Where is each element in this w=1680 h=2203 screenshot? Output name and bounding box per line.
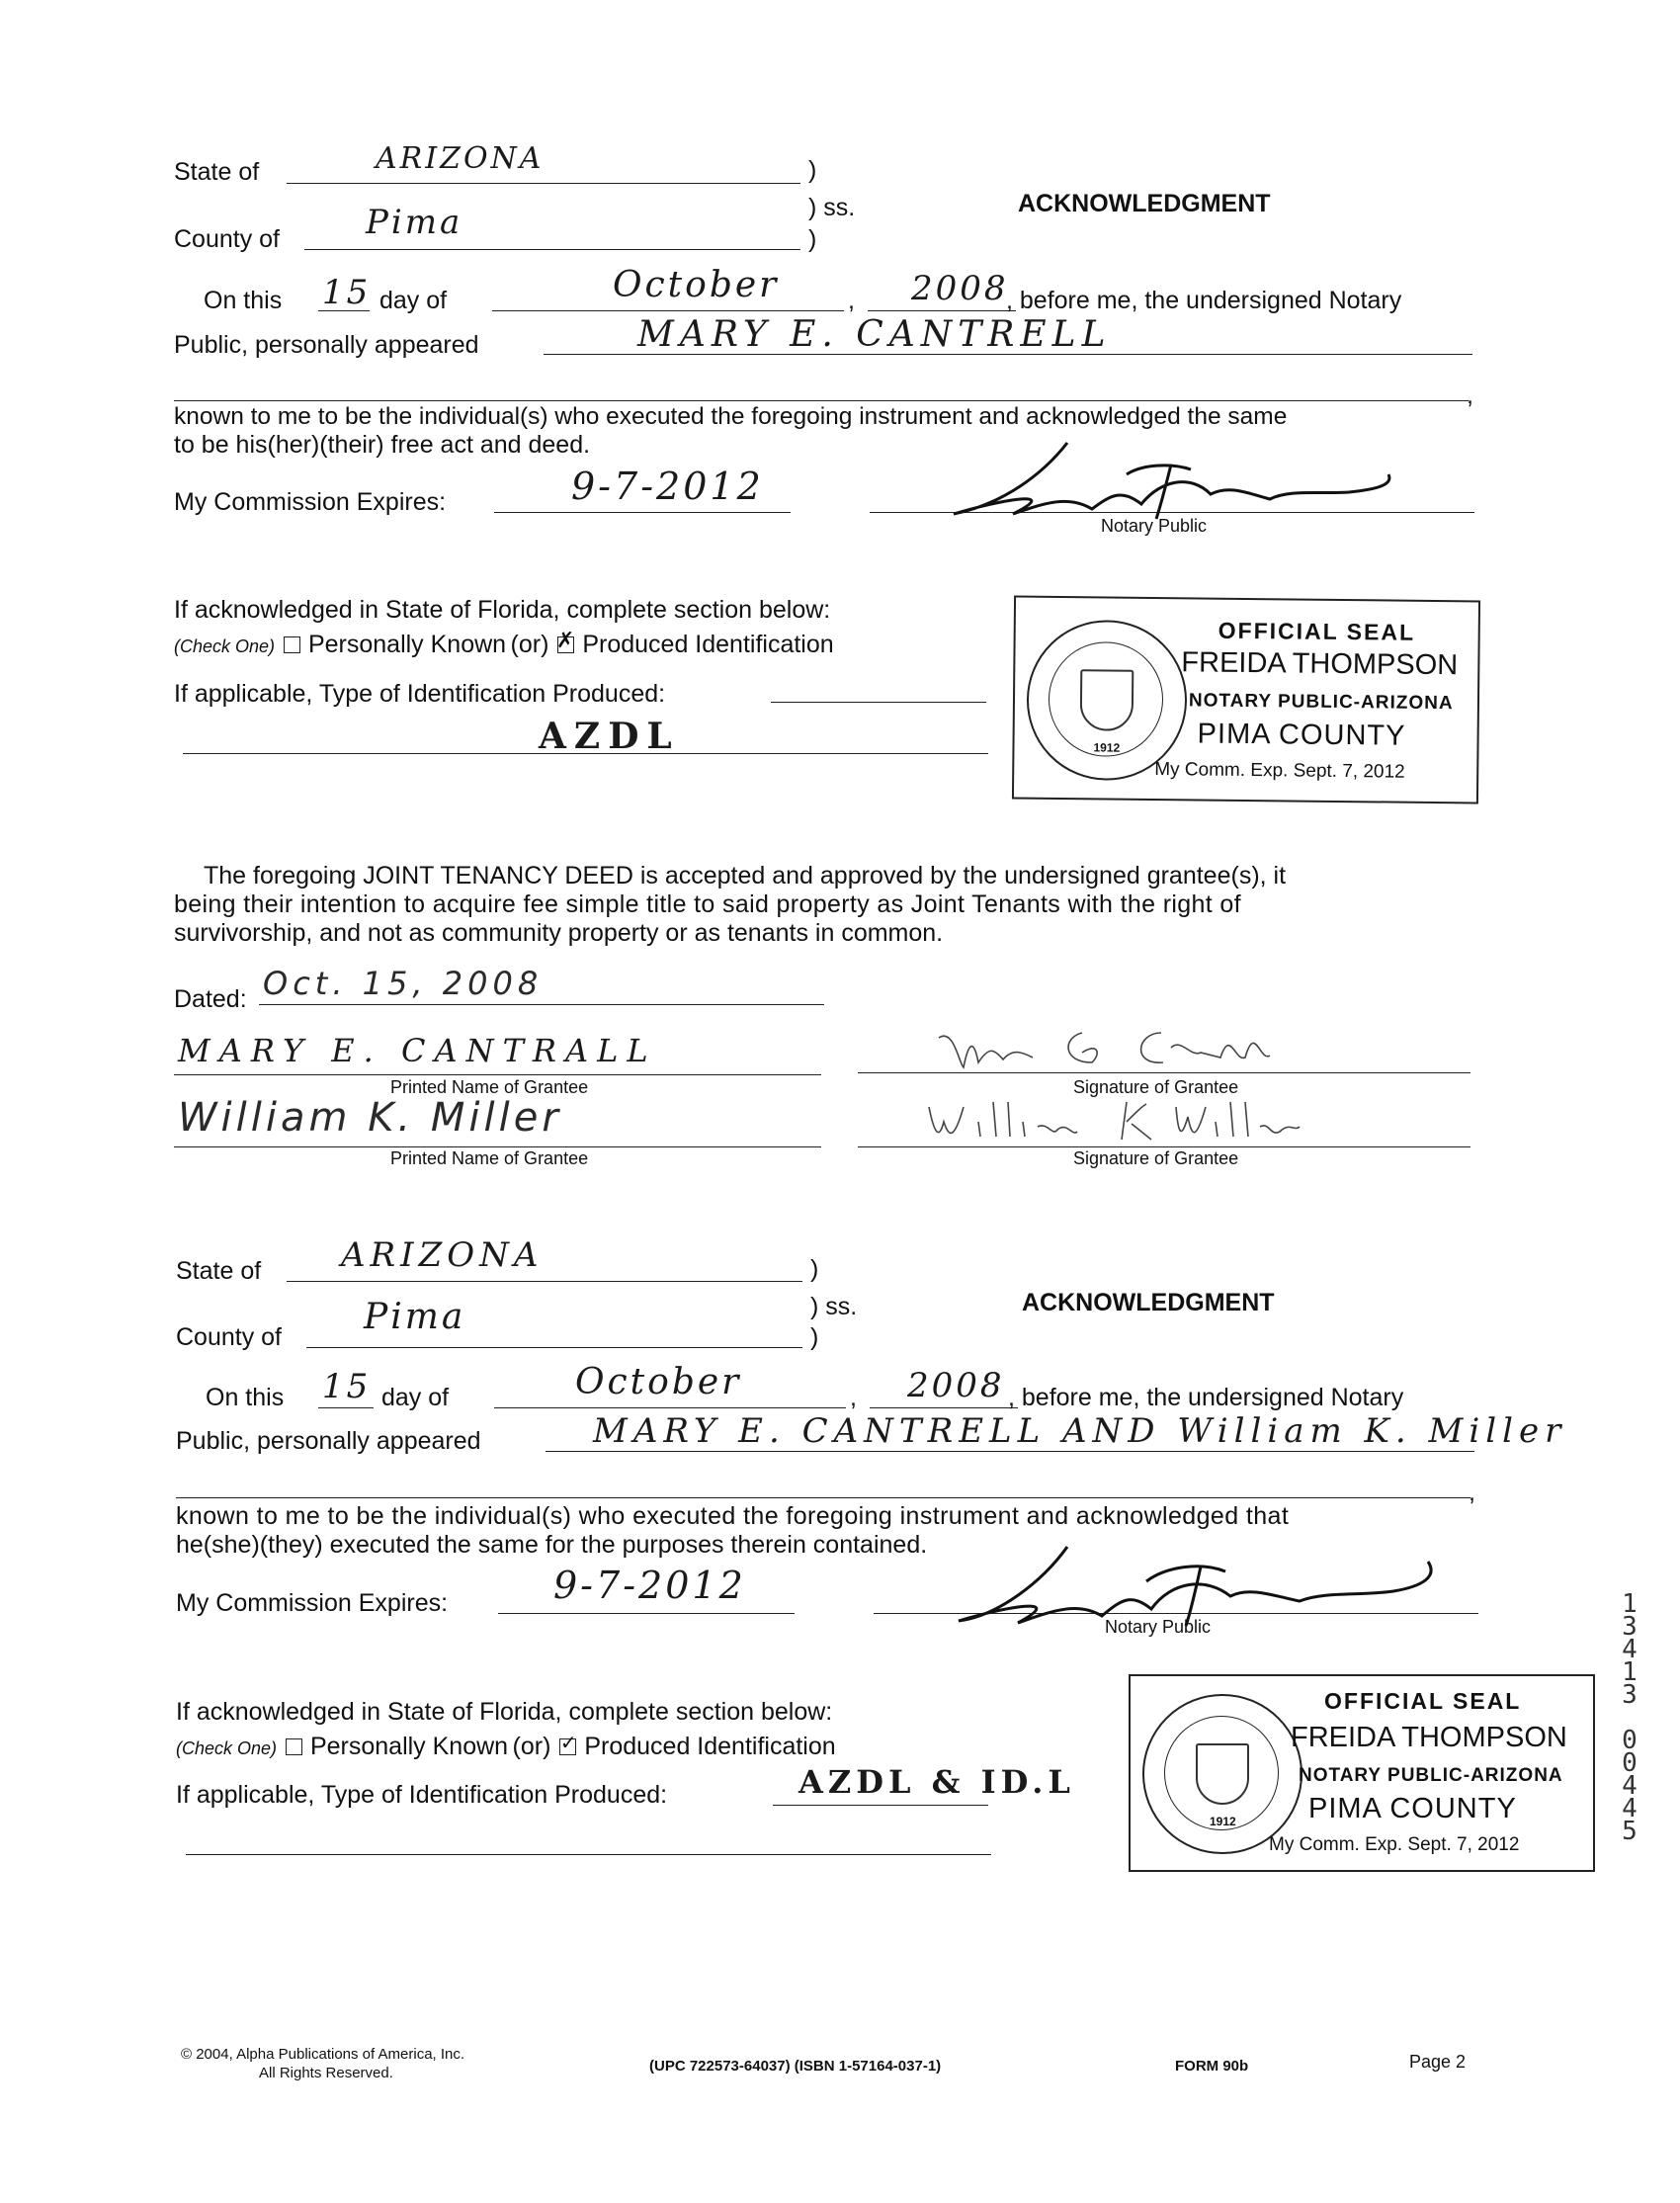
recording-number-digit: 3 (1622, 1680, 1638, 1710)
grantee-1-printed-name: MARY E. CANTRALL (178, 1032, 657, 1069)
day-value: 15 (322, 1367, 372, 1406)
ack-title: ACKNOWLEDGMENT (1018, 190, 1271, 217)
seal-county: PIMA COUNTY (1308, 1793, 1517, 1824)
id-type-value: AZDL (539, 716, 680, 757)
paren: ) (808, 156, 817, 184)
county-value: Pima (366, 203, 463, 242)
month-line (494, 1407, 846, 1408)
recording-number-digit: 5 (1622, 1817, 1638, 1846)
signature-label-1: Signature of Grantee (1073, 1077, 1239, 1097)
recording-number-digit: 4 (1622, 1794, 1638, 1823)
state-line (287, 183, 800, 184)
upc-isbn: (UPC 722573-64037) (ISBN 1-57164-037-1) (649, 2058, 942, 2075)
florida-line: If acknowledged in State of Florida, complete section below: (174, 596, 831, 624)
notary-seal-2 (1129, 1674, 1595, 1872)
appeared-name: MARY E. CANTRELL AND William K. Miller (593, 1411, 1567, 1451)
personally-known-checkbox[interactable] (286, 1738, 302, 1755)
personally-known-label: Personally Known (309, 1733, 509, 1760)
state-value: ARIZONA (376, 141, 545, 176)
seal-official: OFFICIAL SEAL (1324, 1688, 1522, 1714)
grantee-2-signature (919, 1092, 1334, 1151)
on-this-label: On this (204, 287, 283, 314)
personally-known-checkbox[interactable] (284, 636, 300, 653)
appeared-line-2 (176, 1497, 1470, 1498)
state-line (287, 1281, 802, 1282)
day-line (318, 1407, 374, 1408)
ss-label: ) ss. (808, 194, 856, 221)
known-line-1: known to me to be the individual(s) who executed the foregoing instrument and acknowledged that (176, 1502, 1290, 1530)
commission-value: 9-7-2012 (553, 1564, 746, 1607)
dated-value: Oct. 15, 2008 (263, 965, 544, 1002)
paren: ) (808, 225, 817, 253)
seal-exp: My Comm. Exp. Sept. 7, 2012 (1154, 759, 1405, 783)
florida-line: If acknowledged in State of Florida, complete section below: (176, 1698, 833, 1726)
county-line (304, 249, 800, 250)
seal-official: OFFICIAL SEAL (1218, 617, 1416, 645)
public-appeared-label: Public, personally appeared (174, 331, 479, 359)
id-type-label: If applicable, Type of Identification Produced: (174, 680, 666, 708)
recording-number-digit: 4 (1622, 1771, 1638, 1801)
state-label: State of (174, 158, 260, 186)
commission-line (498, 1613, 795, 1614)
seal-notary: NOTARY PUBLIC-ARIZONA (1299, 1765, 1563, 1786)
id-type-line (771, 702, 986, 703)
month-line (492, 310, 844, 311)
seal-year: 1912 (1093, 740, 1121, 755)
recording-number-digit: 0 (1622, 1748, 1638, 1778)
known-line-1: known to me to be the individual(s) who executed the foregoing instrument and acknowledged the same (174, 403, 1288, 430)
public-appeared-label: Public, personally appeared (176, 1427, 481, 1455)
grantee-2-printed-name: William K. Miller (178, 1095, 562, 1141)
appeared-line-2 (174, 400, 1469, 401)
ack-title: ACKNOWLEDGMENT (1022, 1289, 1275, 1316)
form-number: FORM 90b (1175, 2058, 1249, 2075)
personally-known-label: Personally Known (307, 631, 507, 658)
produced-id-checkbox[interactable]: ✓ (559, 1731, 577, 1754)
signature-label-2: Signature of Grantee (1073, 1148, 1239, 1168)
recording-number-digit: 0 (1622, 1726, 1638, 1755)
id-type-value: AZDL & ID.L (798, 1763, 1075, 1801)
seal-county: PIMA COUNTY (1197, 718, 1406, 752)
before-me: , before me, the undersigned Notary (1006, 287, 1402, 314)
on-this-label: On this (206, 1384, 285, 1411)
day-of-label: day of (379, 287, 448, 314)
printed-name-label-2: Printed Name of Grantee (390, 1148, 589, 1168)
printed-name-line-2 (174, 1146, 821, 1147)
county-line (306, 1347, 802, 1348)
appeared-name: MARY E. CANTRELL (637, 314, 1112, 355)
ss-label: ) ss. (810, 1293, 858, 1320)
seal-year: 1912 (1210, 1815, 1236, 1828)
year-line (870, 1407, 1018, 1408)
or-label: (or) (510, 631, 549, 658)
county-label: County of (174, 225, 281, 253)
commission-line (494, 512, 791, 513)
year-value: 2008 (907, 1366, 1005, 1405)
year-value: 2008 (911, 269, 1009, 308)
produced-id-label: Produced Identification (582, 631, 834, 658)
seal-exp: My Comm. Exp. Sept. 7, 2012 (1269, 1834, 1520, 1855)
notary-public-label: Notary Public (1105, 1617, 1212, 1637)
para-line-3: survivorship, and not as community property or as tenants in common. (174, 919, 944, 947)
known-line-2: he(she)(they) executed the same for the purposes therein contained. (176, 1531, 928, 1559)
check-one-label: (Check One) (174, 636, 276, 656)
day-of-label: day of (381, 1384, 450, 1411)
id-type-line-2 (186, 1854, 991, 1855)
year-line (868, 310, 1016, 311)
produced-id-label: Produced Identification (584, 1733, 836, 1760)
seal-name: FREIDA THOMPSON (1181, 646, 1459, 682)
month-value: October (613, 265, 780, 305)
recording-number-digit: 1 (1622, 1589, 1638, 1619)
county-value: Pima (364, 1297, 466, 1337)
seal-notary: NOTARY PUBLIC-ARIZONA (1188, 690, 1454, 715)
appeared-line (546, 1451, 1474, 1452)
id-type-line (773, 1805, 988, 1806)
commission-label: My Commission Expires: (174, 488, 447, 516)
recording-number (1617, 1589, 1642, 1846)
grantee-1-signature (934, 1018, 1329, 1077)
printed-name-line-1 (174, 1074, 821, 1075)
para-line-1: The foregoing JOINT TENANCY DEED is accepted and approved by the undersigned grantee(s), it (204, 862, 1287, 890)
recording-number-digits (1617, 1589, 1642, 1846)
recording-number-digit: 4 (1622, 1635, 1638, 1664)
state-label: State of (176, 1257, 262, 1285)
state-seal-icon (1080, 669, 1134, 731)
commission-value: 9-7-2012 (571, 465, 764, 508)
recording-number-digit: 1 (1622, 1657, 1638, 1687)
produced-id-checkbox[interactable]: ✗ (555, 629, 575, 653)
commission-label: My Commission Expires: (176, 1589, 449, 1617)
check-one-label: (Check One) (176, 1738, 278, 1758)
id-type-label: If applicable, Type of Identification Produced: (176, 1781, 668, 1809)
state-value: ARIZONA (341, 1235, 544, 1275)
state-seal-icon (1196, 1743, 1249, 1805)
dated-label: Dated: (174, 985, 247, 1013)
copyright-line-2: All Rights Reserved. (259, 2065, 393, 2081)
or-label: (or) (512, 1733, 551, 1760)
copyright-line-1: © 2004, Alpha Publications of America, Inc. (181, 2046, 465, 2063)
notary-seal-1 (1012, 596, 1480, 805)
para-line-2: being their intention to acquire fee simple title to said property as Joint Tenants with the right of (174, 890, 1241, 918)
county-label: County of (176, 1323, 283, 1351)
dated-line (259, 1004, 824, 1005)
recording-number-digit: 3 (1622, 1612, 1638, 1642)
page-number: Page 2 (1409, 2052, 1467, 2072)
day-value: 15 (322, 273, 372, 312)
month-value: October (575, 1362, 742, 1402)
printed-name-label-1: Printed Name of Grantee (390, 1077, 589, 1097)
notary-public-label: Notary Public (1101, 516, 1208, 536)
before-me: , before me, the undersigned Notary (1008, 1384, 1404, 1411)
seal-name: FREIDA THOMPSON (1291, 1722, 1567, 1753)
known-line-2: to be his(her)(their) free act and deed. (174, 431, 591, 459)
